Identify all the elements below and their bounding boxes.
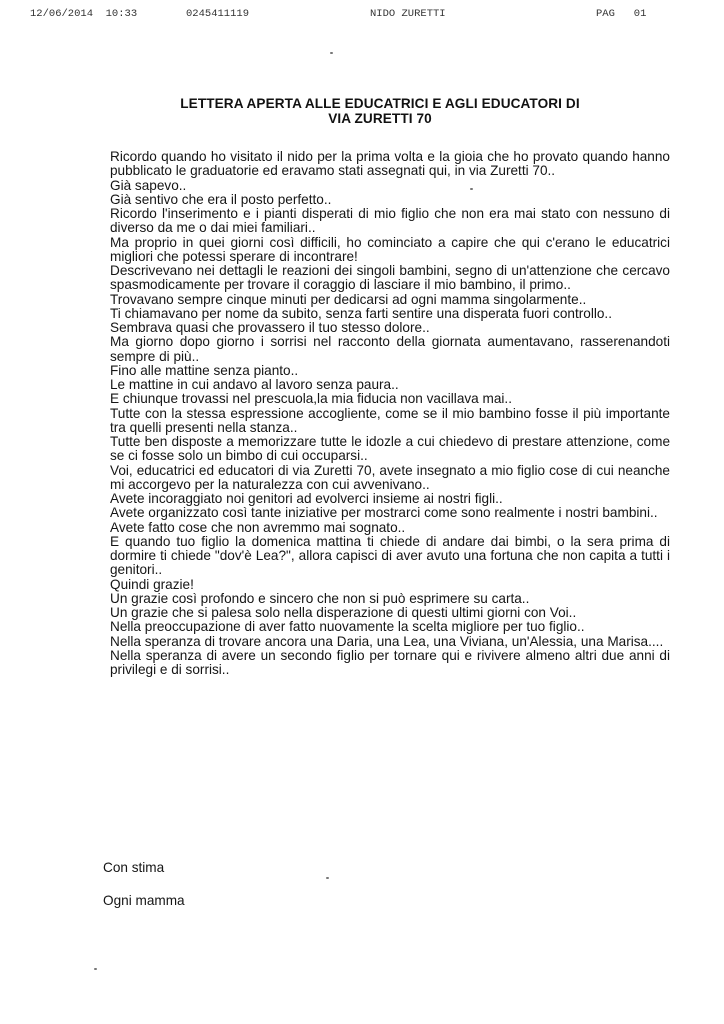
- letter-paragraph: Nella preoccupazione di aver fatto nuovamente la scelta migliore per tuo figlio..: [110, 619, 585, 635]
- letter-paragraph: Voi, educatrici ed educatori di via Zuretti 70, avete insegnato a mio figlio cose di cui neanche mi accorgevo per la naturalezza con cui avvenivano..: [110, 462, 670, 492]
- scan-speck: [470, 188, 473, 190]
- letter-paragraph: Un grazie che si palesa solo nella disperazione di questi ultimi giorni con Voi..: [110, 605, 577, 620]
- letter-paragraph: Ricordo quando ho visitato il nido per la prima volta e la gioia che ho provato quando hanno pubblicato le graduatorie ed eravamo stati assegnati qui, in via Zuretti 70..: [110, 149, 670, 179]
- letter-title-line-2: VIA ZURETTI 70: [328, 111, 432, 126]
- fax-sender: NIDO ZURETTI: [370, 8, 446, 20]
- scan-speck: [326, 877, 329, 879]
- letter-paragraph: Trovavano sempre cinque minuti per dedicarsi ad ogni mamma singolarmente..: [110, 291, 587, 307]
- letter-paragraph: Descrivevano nei dettagli le reazioni dei singoli bambini, segno di un'attenzione che cercavo spasmodicamente per trovare il coraggio di lasciare il mio bambino, il primo..: [110, 263, 670, 293]
- fax-number: 0245411119: [186, 8, 250, 20]
- letter-paragraph: Già sapevo..: [110, 177, 187, 193]
- letter-signature: Ogni mamma: [103, 893, 185, 908]
- fax-datetime: 12/06/2014 10:33: [30, 8, 138, 20]
- letter-paragraph: E quando tuo figlio la domenica mattina ti chiede di andare dai bimbi, o la sera prima di dormire ti chiede "dov'è Lea?", allora capisci di aver avuto una fortuna che non capita a tutti i genitori..: [110, 533, 670, 578]
- fax-page-number: PAG 01: [596, 8, 647, 20]
- letter-paragraph: Avete fatto cose che non avremmo mai sognato..: [110, 519, 406, 535]
- letter-paragraph: Un grazie così profondo e sincero che non si può esprimere su carta..: [110, 590, 530, 606]
- letter-paragraph: Ricordo l'inserimento e i pianti disperati di mio figlio che non era mai stato con nessuno di diverso da me o dai miei familiari..: [110, 206, 670, 236]
- letter-paragraph: Ma proprio in quei giorni così difficili, ho cominciato a capire che qui c'erano le educatrici migliori che potessi sperare di incontrare!: [110, 234, 670, 264]
- fax-header: [0, 8, 724, 22]
- letter-title: [100, 96, 660, 126]
- scan-speck: [330, 52, 333, 54]
- letter-paragraph: Nella speranza di trovare ancora una Daria, una Lea, una Viviana, un'Alessia, una Marisa....: [110, 633, 664, 649]
- letter-paragraph: E chiunque trovassi nel prescuola,la mia fiducia non vacillava mai..: [110, 391, 512, 407]
- letter-paragraph: Sembrava quasi che provassero il tuo stesso dolore..: [110, 320, 430, 335]
- letter-paragraph: Avete incoraggiato noi genitori ad evolverci insieme ai nostri figli..: [110, 491, 503, 506]
- letter-paragraph: Avete organizzato così tante iniziative per mostrarci come sono realmente i nostri bambini..: [110, 505, 658, 521]
- scan-speck: [94, 968, 97, 970]
- letter-paragraph: Le mattine in cui andavo al lavoro senza paura..: [110, 377, 399, 392]
- letter-paragraph: Ti chiamavano per nome da subito, senza farti sentire una disperata fuori controllo..: [110, 305, 612, 321]
- letter-body: [110, 150, 670, 677]
- letter-paragraph: Ma giorno dopo giorno i sorrisi nel racconto della giornata aumentavano, rasserenandoti sempre di più..: [110, 334, 670, 364]
- letter-paragraph: Già sentivo che era il posto perfetto..: [110, 191, 332, 207]
- letter-closing: Con stima: [103, 860, 165, 875]
- letter-paragraph: Tutte con la stessa espressione accogliente, come se il mio bambino fosse il più importante tra quelli presenti nella stanza..: [110, 405, 670, 435]
- letter-paragraph: Nella speranza di avere un secondo figlio per tornare qui e rivivere almeno altri due anni di privilegi e di sorrisi..: [110, 647, 670, 677]
- letter-title-line-1: LETTERA APERTA ALLE EDUCATRICI E AGLI EDUCATORI DI: [180, 96, 580, 111]
- letter-paragraph: Quindi grazie!: [110, 576, 194, 592]
- letter-paragraph: Tutte ben disposte a memorizzare tutte le idozle a cui chiedevo di prestare attenzione, come se ci fosse solo un bimbo di cui occuparsi..: [110, 434, 670, 464]
- letter-paragraph: Fino alle mattine senza pianto..: [110, 362, 299, 378]
